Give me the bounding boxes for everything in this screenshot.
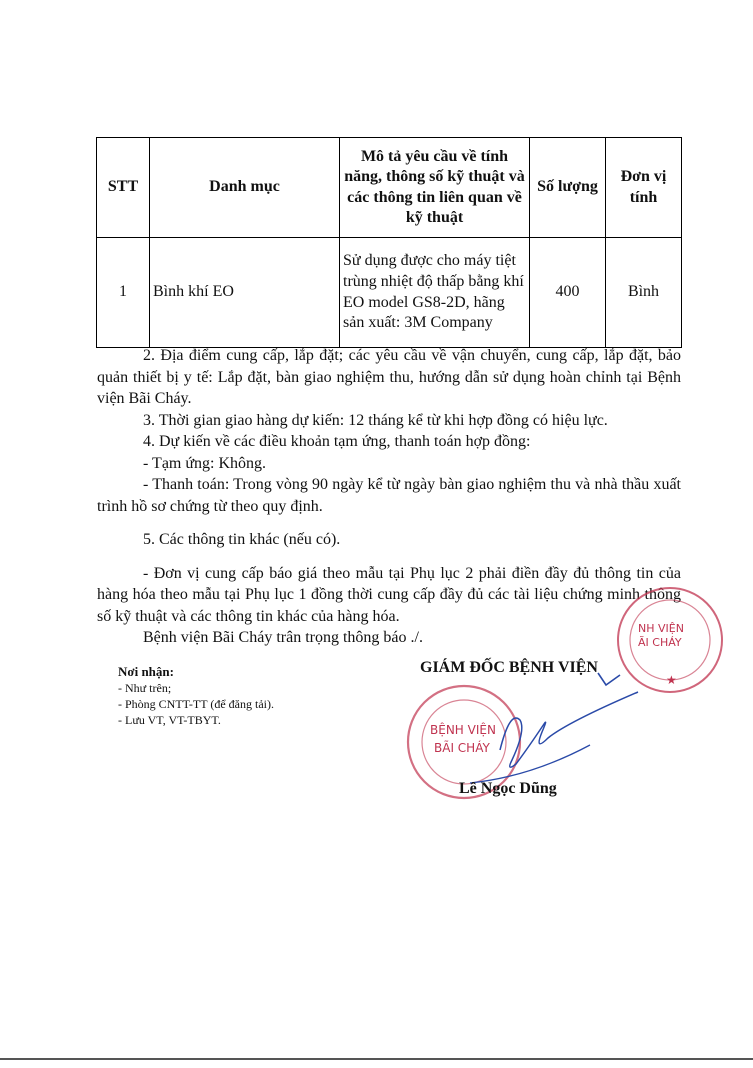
cell-unit: Bình bbox=[606, 238, 682, 348]
cell-quantity: 400 bbox=[530, 238, 606, 348]
paragraph-closing: Bệnh viện Bãi Cháy trân trọng thông báo ./. bbox=[143, 629, 423, 646]
paragraph-other-info: 5. Các thông tin khác (nếu có). bbox=[143, 531, 341, 548]
specification-table bbox=[96, 137, 682, 348]
recipients-title: Nơi nhận: bbox=[118, 664, 174, 679]
cell-stt: 1 bbox=[97, 238, 150, 348]
body-text bbox=[97, 345, 681, 649]
stamp-line2: BÃI CHÁY bbox=[434, 741, 490, 755]
recipient-item: - Phòng CNTT-TT (để đăng tải). bbox=[118, 697, 274, 711]
paragraph-payment: - Thanh toán: Trong vòng 90 ngày kể từ ngày bàn giao nghiệm thu và nhà thầu xuất trình hồ sơ chứng từ theo quy định. bbox=[97, 476, 681, 515]
paragraph-advance: - Tạm ứng: Không. bbox=[143, 454, 267, 472]
paragraph-delivery-location: 2. Địa điểm cung cấp, lắp đặt; các yêu cầu về vận chuyển, cung cấp, lắp đặt, bảo quản thiết bị y tế: Lắp đặt, bàn giao nghiệm thu, hướng dẫn sử dụng hoàn chỉnh tại Bệnh viện Bãi Cháy. bbox=[97, 347, 681, 407]
header-quantity: Số lượng bbox=[530, 138, 606, 238]
header-category: Danh mục bbox=[150, 138, 340, 238]
stamp-line1: BỆNH VIỆN bbox=[430, 723, 496, 737]
recipient-item: - Như trên; bbox=[118, 681, 172, 695]
header-stt: STT bbox=[97, 138, 150, 238]
paragraph-quotation: - Đơn vị cung cấp báo giá theo mẫu tại Phụ lục 2 phải điền đầy đủ thông tin của hàng hóa theo mẫu tại Phụ lục 1 đồng thời cung cấp đầy đủ các tài liệu chứng minh thông số kỹ thuật và các thông tin khác của hàng hóa. bbox=[97, 564, 681, 625]
paragraph-delivery-time: 3. Thời gian giao hàng dự kiến: 12 tháng kể từ khi hợp đồng có hiệu lực. bbox=[143, 411, 608, 429]
cell-description: Sử dụng được cho máy tiệt trùng nhiệt độ thấp bằng khí EO model GS8-2D, hãng sản xuất: 3M Company bbox=[340, 238, 530, 348]
edge-stamp-line1: NH VIỆN bbox=[638, 622, 684, 635]
header-description: Mô tả yêu cầu về tính năng, thông số kỹ thuật và các thông tin liên quan về kỹ thuật bbox=[340, 138, 530, 238]
svg-text:★: ★ bbox=[666, 673, 677, 687]
footer-rule bbox=[0, 1058, 753, 1060]
signatory-name: Lê Ngọc Dũng bbox=[459, 780, 557, 797]
header-unit: Đơn vị tính bbox=[606, 138, 682, 238]
recipients-block bbox=[118, 664, 368, 728]
cell-category: Bình khí EO bbox=[150, 238, 340, 348]
edge-stamp-line2: ÃI CHÁY bbox=[638, 636, 682, 649]
recipient-item: - Lưu VT, VT-TBYT. bbox=[118, 713, 221, 727]
paragraph-payment-terms: 4. Dự kiến về các điều khoản tạm ứng, thanh toán hợp đồng: bbox=[143, 433, 531, 450]
table-header-row bbox=[97, 138, 682, 238]
signature-title: GIÁM ĐỐC BỆNH VIỆN bbox=[420, 659, 598, 676]
table-row bbox=[97, 238, 682, 348]
